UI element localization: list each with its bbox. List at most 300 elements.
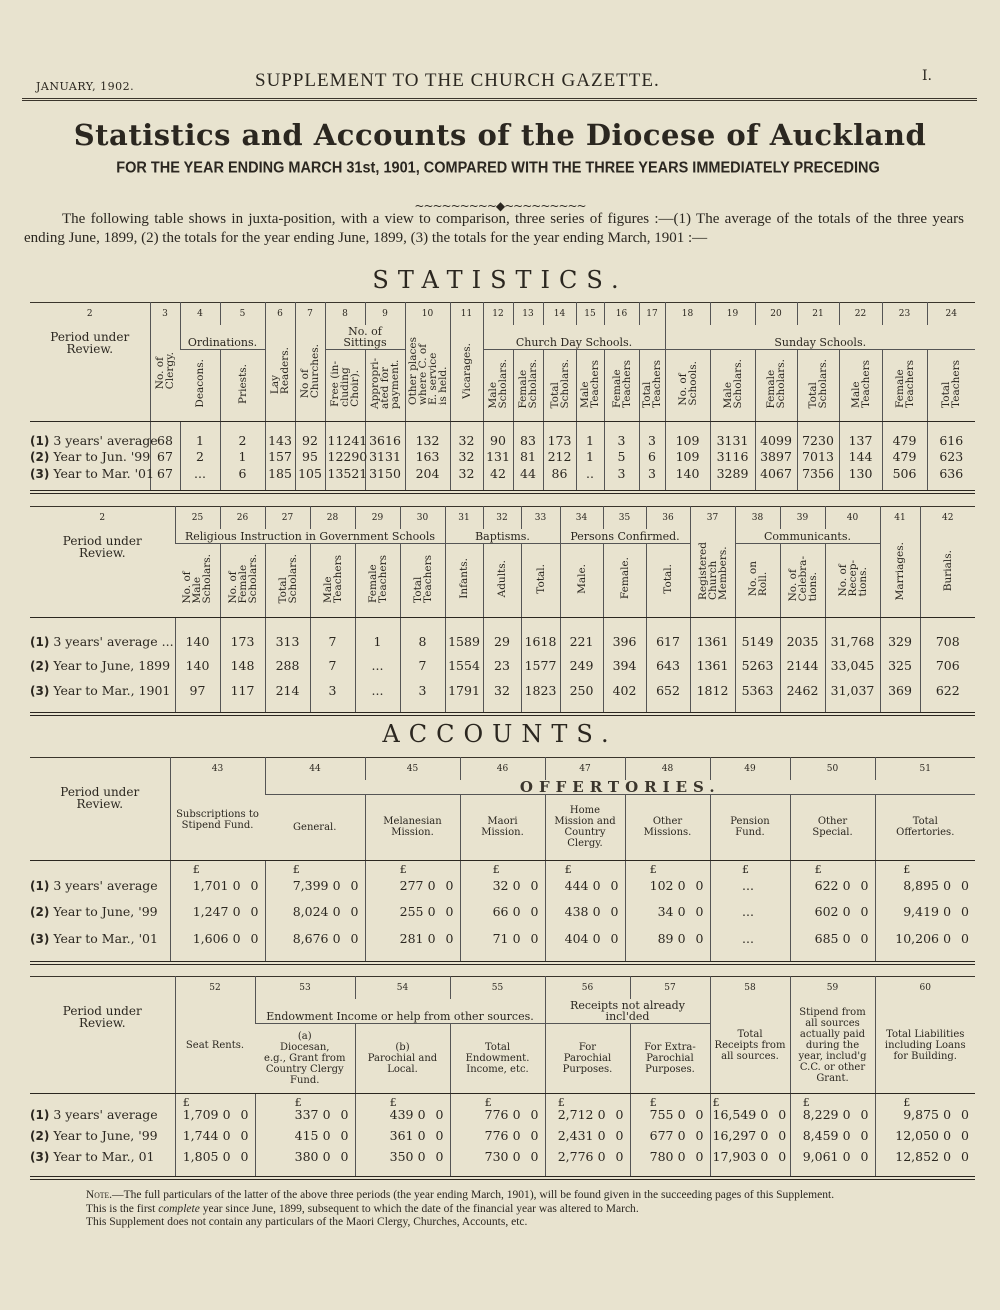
period-label: Year to Mar., 1901 xyxy=(53,682,171,698)
pound-sign: £ xyxy=(492,862,500,876)
amount-pounds: 444 xyxy=(564,877,589,893)
period-column-number: 2 xyxy=(86,309,93,319)
value-cell: 32 xyxy=(450,421,483,449)
column-number: 8 xyxy=(325,303,365,325)
amount-shillings: 0 xyxy=(677,930,686,946)
column-header-text: Marriages. xyxy=(894,541,906,601)
period-cell xyxy=(30,449,150,465)
amount-cell xyxy=(710,1146,790,1178)
value-cell: 212 xyxy=(543,449,576,465)
column-header xyxy=(483,349,513,421)
amount-pence: 0 xyxy=(860,1107,869,1123)
amount-shillings-pence xyxy=(939,1107,969,1122)
amount-shillings: 0 xyxy=(842,877,851,893)
amount-pounds: 755 xyxy=(649,1107,674,1123)
column-group-header: Sunday Schools. xyxy=(665,325,975,350)
amount-shillings-pence xyxy=(229,904,259,919)
value-cell: 1361 xyxy=(690,617,735,655)
value-cell: 92 xyxy=(295,421,325,449)
column-header-text: Registered Church Members. xyxy=(696,542,729,600)
column-group-header: OFFERTORIES. xyxy=(265,780,975,795)
amount-pounds: 9,875 xyxy=(903,1107,939,1123)
amount-pence: 0 xyxy=(961,904,969,920)
column-number: 3 xyxy=(150,303,180,325)
amount-pounds: 8,676 xyxy=(292,930,329,946)
column-header-text: Lay Readers. xyxy=(269,347,291,395)
column-header xyxy=(735,543,780,617)
pound-sign: £ xyxy=(182,1095,190,1109)
value-cell: 2144 xyxy=(780,655,825,677)
period-number: (3) xyxy=(30,1150,50,1165)
header-rule xyxy=(22,98,977,101)
amount-shillings: 0 xyxy=(597,1149,606,1165)
amount-cell xyxy=(875,900,975,924)
value-cell: 1 xyxy=(355,617,400,655)
amount-shillings: 0 xyxy=(760,1128,769,1144)
amount-pounds: 439 xyxy=(389,1107,414,1123)
amount-cell xyxy=(545,900,625,924)
column-header xyxy=(839,349,882,421)
amount-pence: 0 xyxy=(610,904,619,920)
value-cell: 402 xyxy=(603,677,646,714)
amount-shillings-pence xyxy=(424,878,454,893)
amount-pence: 0 xyxy=(435,1107,444,1123)
column-header xyxy=(825,543,880,617)
column-header-text: Male Scholars. xyxy=(721,358,744,409)
column-header: Maori Mission. xyxy=(460,794,545,860)
column-group-header: Ordinations. xyxy=(180,325,265,350)
endowment-receipts-table xyxy=(30,976,975,1180)
amount-cell xyxy=(790,900,875,924)
period-cell xyxy=(30,677,175,714)
amount-pounds: 361 xyxy=(389,1128,414,1144)
column-header-text: Vicarages. xyxy=(460,343,473,399)
offertories-table xyxy=(30,757,975,965)
period-column-number: 2 xyxy=(99,513,106,523)
column-header xyxy=(310,543,355,617)
amount-pence: 0 xyxy=(350,877,359,893)
amount-cell xyxy=(450,1093,545,1126)
value-cell: 13521 xyxy=(325,465,365,492)
amount-pence: 0 xyxy=(695,1107,704,1123)
amount-shillings: 0 xyxy=(760,1149,769,1165)
value-cell: 12290 xyxy=(325,449,365,465)
period-label: Year to Mar., 01 xyxy=(53,1149,155,1165)
column-header xyxy=(405,325,450,422)
value-cell: 3 xyxy=(639,421,665,449)
column-number: 54 xyxy=(355,977,450,999)
amount-shillings-pence xyxy=(594,1149,624,1164)
period-cell xyxy=(30,900,170,924)
column-group-header: Religious Instruction in Government Schools xyxy=(175,529,445,544)
value-cell: 140 xyxy=(175,655,220,677)
amount-shillings: 0 xyxy=(417,1107,426,1123)
amount-shillings: 0 xyxy=(222,1107,231,1123)
value-cell: 11241 xyxy=(325,421,365,449)
amount-shillings: 0 xyxy=(427,904,436,920)
amount-shillings: 0 xyxy=(322,1107,331,1123)
value-cell: 67 xyxy=(150,449,180,465)
column-header-text: No of Churches. xyxy=(299,343,321,399)
period-label: Year to June, '99 xyxy=(53,904,158,920)
column-header xyxy=(175,543,220,617)
amount-shillings-pence xyxy=(319,1128,349,1143)
column-number: 22 xyxy=(839,303,882,325)
column-header-text: Infants. xyxy=(458,558,470,599)
column-number: 38 xyxy=(735,507,780,529)
amount-shillings: 0 xyxy=(677,904,686,920)
note-3: This Supplement does not contain any particulars of the Maori Clergy, Churches, Accounts, etc. xyxy=(85,1214,528,1228)
amount-shillings: 0 xyxy=(677,877,686,893)
value-cell: 1 xyxy=(576,449,604,465)
value-cell: 1577 xyxy=(521,655,560,677)
column-number: 55 xyxy=(450,977,545,999)
column-header-text: Male Scholars. xyxy=(487,358,509,409)
column-header-text: Total Scholars. xyxy=(548,358,571,409)
column-header-text: Total Scholars. xyxy=(807,358,829,409)
column-group-header: Receipts not already incl'ded xyxy=(545,999,710,1024)
value-cell: 31,037 xyxy=(825,677,880,714)
value-cell: 90 xyxy=(483,421,513,449)
column-header xyxy=(513,349,543,421)
amount-pounds: 404 xyxy=(564,930,589,946)
amount-pence: 0 xyxy=(961,1107,969,1123)
amount-pence: 0 xyxy=(530,877,539,893)
amount-pence: 0 xyxy=(435,1128,444,1144)
table-row xyxy=(30,1093,975,1126)
column-number: 17 xyxy=(639,303,665,325)
amount-cell xyxy=(875,1146,975,1178)
column-header-text: No. of Clergy. xyxy=(154,352,176,390)
amount-shillings: 0 xyxy=(842,1107,851,1123)
subtitle: FOR THE YEAR ENDING MARCH 31st, 1901, COMPARED WITH THE THREE YEARS IMMEDIATELY PRECEDING xyxy=(116,159,880,177)
value-cell: 5263 xyxy=(735,655,780,677)
column-header-text: Female Teachers xyxy=(893,359,916,408)
amount-pounds: 1,606 xyxy=(192,930,229,946)
value-cell: 31,768 xyxy=(825,617,880,655)
amount-pounds: 16,549 xyxy=(712,1107,757,1123)
column-number: 41 xyxy=(880,507,920,529)
period-number: (2) xyxy=(30,450,50,465)
value-cell: 97 xyxy=(175,677,220,714)
amount-cell xyxy=(545,1093,630,1126)
table-row xyxy=(30,677,975,714)
amount-cell xyxy=(365,924,460,963)
amount-shillings-pence xyxy=(589,904,619,919)
amount-shillings: 0 xyxy=(222,1128,231,1144)
column-header: Subscriptions to Stipend Fund. xyxy=(170,780,265,861)
amount-pounds: 8,459 xyxy=(802,1128,839,1144)
value-cell: 1 xyxy=(220,449,265,465)
amount-shillings-pence xyxy=(509,1128,539,1143)
period-label: 3 years' average xyxy=(53,1107,158,1123)
column-number: 53 xyxy=(255,977,355,999)
amount-pounds: 2,776 xyxy=(557,1149,594,1165)
value-cell: 4067 xyxy=(755,465,797,492)
amount-pounds: 2,712 xyxy=(557,1107,594,1123)
amount-shillings: 0 xyxy=(943,1107,952,1123)
amount-cell xyxy=(790,1126,875,1145)
amount-pence: 0 xyxy=(860,930,869,946)
period-column-header: Period under Review. xyxy=(30,999,175,1094)
amount-cell xyxy=(175,1146,255,1178)
column-header: General. xyxy=(265,794,365,860)
value-cell: 7 xyxy=(310,617,355,655)
amount-shillings-pence xyxy=(839,1128,869,1143)
amount-cell xyxy=(545,860,625,900)
column-number: 31 xyxy=(445,507,483,529)
value-cell: 5149 xyxy=(735,617,780,655)
value-cell: 1823 xyxy=(521,677,560,714)
amount-pence: 0 xyxy=(961,877,969,893)
amount-pence: 0 xyxy=(350,904,359,920)
value-cell: 144 xyxy=(839,449,882,465)
amount-shillings: 0 xyxy=(427,930,436,946)
value-cell: 3616 xyxy=(365,421,405,449)
column-header xyxy=(450,325,483,422)
column-header: Total Liabilities including Loans for Building. xyxy=(875,999,975,1094)
amount-shillings: 0 xyxy=(597,1107,606,1123)
value-cell: 105 xyxy=(295,465,325,492)
amount-shillings: 0 xyxy=(512,1107,521,1123)
amount-shillings-pence xyxy=(219,1128,249,1143)
column-number: 16 xyxy=(604,303,639,325)
value-cell: 3 xyxy=(400,677,445,714)
amount-cell xyxy=(790,1093,875,1126)
column-header xyxy=(603,543,646,617)
amount-pence: 0 xyxy=(250,877,259,893)
value-cell: 3 xyxy=(310,677,355,714)
value-cell: 44 xyxy=(513,465,543,492)
amount-shillings-pence xyxy=(589,878,619,893)
amount-pence: 0 xyxy=(961,1149,969,1165)
pound-sign: £ xyxy=(292,862,300,876)
value-cell: 109 xyxy=(665,449,710,465)
amount-shillings: 0 xyxy=(322,1128,331,1144)
amount-cell xyxy=(625,860,710,900)
value-cell: 2 xyxy=(220,421,265,449)
amount-cell xyxy=(255,1126,355,1145)
period-cell xyxy=(30,1126,175,1145)
value-cell: 3150 xyxy=(365,465,405,492)
amount-pounds: 776 xyxy=(484,1128,509,1144)
column-number: 24 xyxy=(927,303,975,325)
amount-pence: 0 xyxy=(445,904,454,920)
value-cell: 173 xyxy=(220,617,265,655)
column-header xyxy=(690,529,735,618)
value-cell: 140 xyxy=(665,465,710,492)
column-header xyxy=(150,325,180,422)
amount-cell xyxy=(630,1093,710,1126)
value-cell: 3131 xyxy=(710,421,755,449)
column-number: 39 xyxy=(780,507,825,529)
column-header-text: No. of Male Scholars. xyxy=(181,553,214,604)
note-2-emphasis: complete xyxy=(158,1200,200,1215)
amount-cell xyxy=(450,1146,545,1178)
column-number: 44 xyxy=(265,758,365,780)
period-number: (1) xyxy=(30,878,50,893)
column-number: 19 xyxy=(710,303,755,325)
column-header xyxy=(265,325,295,422)
amount-shillings: 0 xyxy=(512,877,521,893)
value-cell: 3897 xyxy=(755,449,797,465)
value-cell: 623 xyxy=(927,449,975,465)
amount-shillings-pence xyxy=(756,1128,786,1143)
value-cell: 1618 xyxy=(521,617,560,655)
amount-cell xyxy=(790,924,875,963)
amount-cell xyxy=(630,1146,710,1178)
amount-pence: 0 xyxy=(610,930,619,946)
period-cell xyxy=(30,655,175,677)
column-group-header: Baptisms. xyxy=(445,529,560,544)
value-cell: 617 xyxy=(646,617,690,655)
amount-pounds: 1,247 xyxy=(192,904,229,920)
value-cell: 288 xyxy=(265,655,310,677)
amount-cell xyxy=(175,1093,255,1126)
amount-shillings-pence xyxy=(674,1107,704,1122)
amount-pence: 0 xyxy=(610,877,619,893)
amount-pence: 0 xyxy=(961,930,969,946)
value-cell: 3116 xyxy=(710,449,755,465)
column-header xyxy=(400,543,445,617)
amount-pounds: 10,206 xyxy=(895,930,939,946)
amount-pounds: 34 xyxy=(657,904,674,920)
amount-shillings: 0 xyxy=(943,930,952,946)
note-2 xyxy=(36,1202,938,1216)
pound-sign: £ xyxy=(903,862,911,876)
amount-cell xyxy=(460,924,545,963)
pound-sign: £ xyxy=(802,1095,810,1109)
pound-sign: £ xyxy=(192,862,200,876)
amount-shillings-pence xyxy=(939,1149,969,1164)
column-header-text: Total Teachers xyxy=(411,554,434,603)
value-cell: 95 xyxy=(295,449,325,465)
column-header-text: Total Teachers xyxy=(641,359,663,408)
value-cell: 5 xyxy=(604,449,639,465)
column-number: 9 xyxy=(365,303,405,325)
amount-cell xyxy=(630,1126,710,1145)
amount-pounds: 677 xyxy=(649,1128,674,1144)
amount-cell xyxy=(265,924,365,963)
column-number: 21 xyxy=(797,303,839,325)
column-header xyxy=(604,349,639,421)
value-cell: 86 xyxy=(543,465,576,492)
amount-cell xyxy=(170,900,265,924)
period-number: (3) xyxy=(30,683,50,698)
accounts-heading: ACCOUNTS. xyxy=(382,720,618,748)
amount-shillings-pence xyxy=(839,931,869,946)
amount-shillings-pence xyxy=(939,904,969,919)
amount-cell xyxy=(875,1093,975,1126)
column-header: Total Offertories. xyxy=(875,794,975,860)
column-number: 5 xyxy=(220,303,265,325)
value-cell: 204 xyxy=(405,465,450,492)
table-row xyxy=(30,655,975,677)
amount-cell xyxy=(355,1093,450,1126)
amount-pence: 0 xyxy=(695,930,704,946)
issue-date: JANUARY, 1902. xyxy=(36,80,135,93)
value-cell: 708 xyxy=(920,617,975,655)
amount-empty: ... xyxy=(742,877,754,893)
column-header-text: No. on Roll. xyxy=(746,560,769,597)
amount-cell xyxy=(710,900,790,924)
value-cell: 3 xyxy=(604,421,639,449)
amount-pounds: 9,419 xyxy=(903,904,939,920)
amount-cell xyxy=(460,860,545,900)
amount-shillings: 0 xyxy=(512,1149,521,1165)
amount-pounds: 7,399 xyxy=(292,877,329,893)
table-row xyxy=(30,1126,975,1145)
column-header xyxy=(665,349,710,421)
amount-shillings: 0 xyxy=(677,1107,686,1123)
pound-sign: £ xyxy=(814,862,822,876)
amount-shillings-pence xyxy=(674,1149,704,1164)
amount-pence: 0 xyxy=(350,930,359,946)
amount-pence: 0 xyxy=(340,1149,349,1165)
period-column-header: Period under Review. xyxy=(30,529,175,618)
amount-shillings-pence xyxy=(839,1149,869,1164)
amount-shillings-pence xyxy=(414,1149,444,1164)
value-cell: 23 xyxy=(483,655,521,677)
amount-cell xyxy=(710,860,790,900)
column-header: Other Missions. xyxy=(625,794,710,860)
amount-cell xyxy=(875,860,975,900)
column-header: Total Endowment. Income, etc. xyxy=(450,1023,545,1093)
column-header: Stipend from all sources actually paid during the year, includ'g C.C. or other Grant. xyxy=(790,999,875,1094)
table-row xyxy=(30,421,975,449)
amount-shillings: 0 xyxy=(417,1149,426,1165)
amount-pence: 0 xyxy=(445,877,454,893)
pound-sign: £ xyxy=(903,1095,911,1109)
value-cell: 157 xyxy=(265,449,295,465)
period-label: 3 years' average xyxy=(53,432,158,448)
period-cell xyxy=(30,1146,175,1178)
column-header xyxy=(927,349,975,421)
column-header xyxy=(543,349,576,421)
period-column-header: Period under Review. xyxy=(30,325,150,422)
amount-pounds: 32 xyxy=(492,877,509,893)
value-cell: 29 xyxy=(483,617,521,655)
amount-pence: 0 xyxy=(530,904,539,920)
amount-shillings: 0 xyxy=(943,1149,952,1165)
column-group-header: Communicants. xyxy=(735,529,880,544)
column-header-text: Male Teachers xyxy=(849,359,872,408)
amount-shillings-pence xyxy=(424,904,454,919)
value-cell: 130 xyxy=(839,465,882,492)
amount-shillings-pence xyxy=(674,904,704,919)
amount-cell xyxy=(545,1126,630,1145)
column-header xyxy=(780,543,825,617)
amount-pence: 0 xyxy=(860,1149,869,1165)
column-header: For Parochial Purposes. xyxy=(545,1023,630,1093)
column-header-text: Male. xyxy=(575,563,588,594)
column-header xyxy=(880,529,920,618)
amount-pence: 0 xyxy=(240,1107,249,1123)
amount-shillings: 0 xyxy=(232,877,241,893)
amount-pence: 0 xyxy=(695,1128,704,1144)
amount-shillings: 0 xyxy=(760,1107,769,1123)
column-number: 15 xyxy=(576,303,604,325)
column-number: 34 xyxy=(560,507,603,529)
column-number: 18 xyxy=(665,303,710,325)
amount-pounds: 8,229 xyxy=(802,1107,839,1123)
value-cell: 1554 xyxy=(445,655,483,677)
period-column-number xyxy=(30,758,170,780)
amount-cell xyxy=(450,1126,545,1145)
column-number: 6 xyxy=(265,303,295,325)
value-cell: 1 xyxy=(576,421,604,449)
pound-sign: £ xyxy=(557,1095,565,1109)
